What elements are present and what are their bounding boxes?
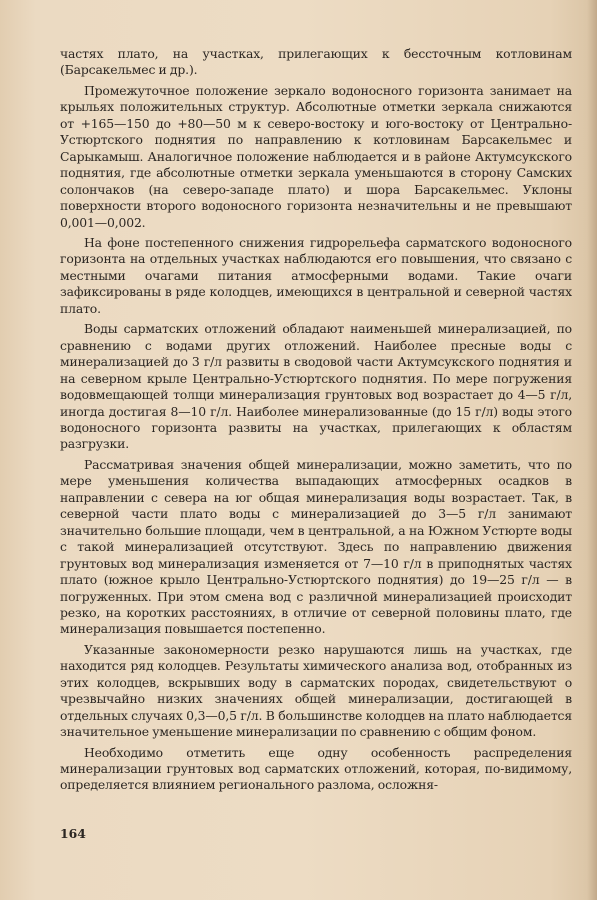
paragraph-hydro-relief: На фоне постепенного снижения гидрорельефа сарматского водоносного горизонта на отдельных участках наблюдаются его повышения, что связано с местными очагами питания атмосферными водами. Такие очаги зафиксированы в ряде колодцев, имеющихся в центральной и северной частях плато.: [60, 234, 572, 316]
paragraph-mineralization-trend: Рассматривая значения общей минерализации, можно заметить, что по мере уменьшения количества выпадающих атмосферных осадков в направлении с севера на юг общая минерализация воды возрастает. Так, в северной части плато воды с минерализацией до 3—5 г/л занимают значительно большие площади, чем в центральной, а на Южном Устюрте воды с такой минерализацией отсутствуют. Здесь по направлению движения грунтовых вод минерализация изменяется от 7—10 г/л в приподнятых частях плато (южное крыло Центрально-Устюртского поднятия) до 19—25 г/л — в погруженных. При этом смена вод с различной минерализацией происходит резко, на коротких расстояниях, в отличие от северной половины плато, где минерализация повышается постепенно.: [60, 456, 572, 637]
paragraph-continued: частях плато, на участках, прилегающих к бессточным котловинам (Барсакельмес и др.).: [60, 46, 572, 78]
paragraph-regional-fault: Необходимо отметить еще одну особенность распределения минерализации грунтовых вод сарматских отложений, которая, по-видимому, определяется влиянием регионального разлома, осложня-: [60, 744, 572, 793]
paragraph-well-anomalies: Указанные закономерности резко нарушаются лишь на участках, где находится ряд колодцев. Результаты химического анализа вод, отобранных из этих колодцев, вскрывших воду в сарматских породах, свидетельствуют о чрезвычайно низких значениях общей минерализации, достигающей в отдельных случаях 0,3—0,5 г/л. В большинстве колодцев на плато наблюдается значительное уменьшение минерализации по сравнению с общим фоном.: [60, 641, 572, 740]
paragraph-water-table-position: Промежуточное положение зеркало водоносного горизонта занимает на крыльях положительных структур. Абсолютные отметки зеркала снижаются от +165—150 до +80—50 м к северо-востоку и юго-востоку от Центрально-Устюртского поднятия по направлению к котловинам Барсакельмес и Сарыкамыш. Аналогичное положение наблюдается и в районе Актумсукского поднятия, где абсолютные отметки зеркала уменьшаются в сторону Самских солончаков (на северо-западе плато) и шора Барсакельмес. Уклоны поверхности второго водоносного горизонта незначительны и не превышают 0,001—0,002.: [60, 82, 572, 230]
page-body-text: [60, 46, 572, 798]
page-number: 164: [60, 826, 86, 841]
paragraph-sarmatian-mineralization: Воды сарматских отложений обладают наименьшей минерализацией, по сравнению с водами других отложений. Наиболее пресные воды с минерализацией до 3 г/л развиты в сводовой части Актумсукского поднятия и на северном крыле Центрально-Устюртского поднятия. По мере погружения водовмещающей толщи минерализация грунтовых вод возрастает до 4—5 г/л, иногда достигая 8—10 г/л. Наиболее минерализованные (до 15 г/л) воды этого водоносного горизонта развиты на участках, прилегающих к областям разгрузки.: [60, 321, 572, 452]
